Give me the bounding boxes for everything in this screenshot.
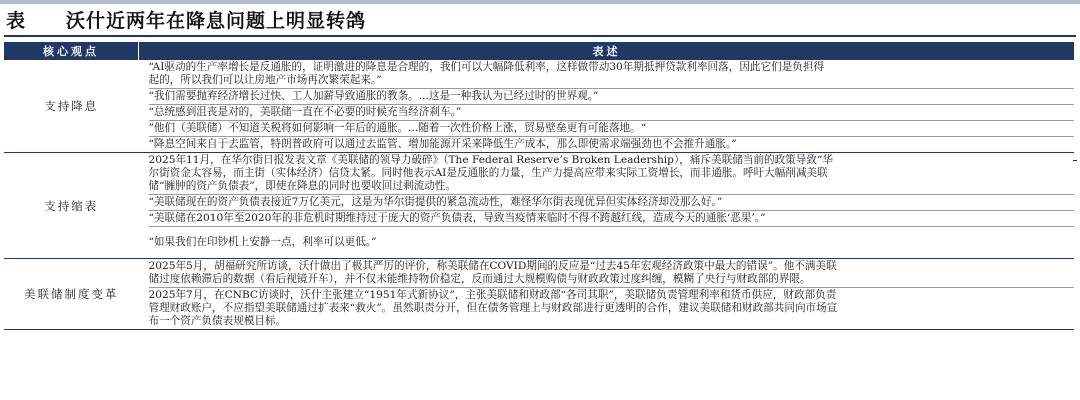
title-prefix: 表 bbox=[6, 9, 26, 32]
statements-rate-cut bbox=[139, 60, 1075, 153]
section-rate-cut bbox=[4, 60, 1074, 153]
statement-line: “降息空间来自于去监管，特朗普政府可以通过去监管、增加能源开采来降低生产成本，那么即使需求端强劲也不会推升通胀。” bbox=[148, 138, 737, 150]
category-fed-reform: 美联储制度变革 bbox=[4, 259, 139, 330]
statement-line: 储“臃肿的资产负债表”，即使在降息的同时也要收回过剩流动性。 bbox=[148, 180, 456, 192]
section-balance-sheet-reduction bbox=[4, 153, 1074, 259]
statement-item bbox=[149, 288, 1075, 329]
statement-line: “总统感到沮丧是对的，美联储一直在不必要的时候充当经济刹车。” bbox=[148, 106, 462, 118]
statement-line: 2025年5月，胡福研究所访谈，沃什做出了极其严厉的评价，称美联储在COVID期间的反应是“过去45年宏观经济政策中最大的错误”。他不满美联 bbox=[148, 260, 837, 272]
title-text: 沃什近两年在降息问题上明显转鸽 bbox=[66, 9, 367, 32]
statement-line: 起的，所以我们可以让房地产市场再次繁荣起来。” bbox=[148, 74, 382, 86]
statement-line: 尔街资金太容易，而主街（实体经济）信贷太紧。同时他表示AI是反通胀的力量，生产力提高应带来实际工资增长，而非通胀。呼吁大幅削减美联 bbox=[148, 167, 828, 179]
statement-item bbox=[149, 137, 1075, 152]
statement-spacer bbox=[149, 249, 1075, 257]
statement-item bbox=[149, 153, 1075, 195]
statement-item bbox=[149, 195, 1075, 211]
statement-line: 管理财政账户，不应指望美联储通过扩表来“救火”。虽然职责分开，但在债务管理上与财政部进行更透明的合作，建议美联储和财政部共同向市场宣 bbox=[148, 302, 838, 314]
category-rate-cut: 支持降息 bbox=[4, 60, 139, 153]
statement-line: “AI驱动的生产率增长是反通胀的，证明激进的降息是合理的，我们可以大幅降低利率，这样做带动30年期抵押贷款利率回落，因此它们是负担得 bbox=[148, 61, 825, 73]
statement-item bbox=[149, 105, 1075, 121]
viewpoint-table bbox=[4, 42, 1074, 330]
statement-line: 2025年7月，在CNBC访谈时，沃什主张建立“1951年式新协议”，主张美联储和财政部“各司其职”，美联储负责管理利率和货币供应，财政部负责 bbox=[148, 289, 837, 301]
header-core-view: 核心观点 bbox=[4, 42, 139, 60]
section-fed-reform bbox=[4, 259, 1074, 330]
statements-balance-sheet-reduction bbox=[139, 153, 1075, 259]
statement-item bbox=[149, 259, 1075, 288]
table-title bbox=[6, 4, 366, 34]
header-statement: 表述 bbox=[139, 42, 1075, 60]
statement-line: “我们需要抛弃经济增长过快、工人加薪导致通胀的教条。...这是一种我认为已经过时的世界观。” bbox=[148, 90, 599, 102]
statement-line: 2025年11月，在华尔街日报发表文章《美联储的领导力破碎》（The Federal Reserve’s Broken Leadership），痛斥美联储当前的政策导致“华 bbox=[148, 154, 833, 166]
statement-line: “美联储在2010年至2020年的非危机时期维持过于庞大的资产负债表，导致当疫情来临时不得不跨越红线，造成今天的通胀‘恶果’。” bbox=[148, 212, 766, 224]
statement-line: “如果我们在印钞机上安静一点，利率可以更低。” bbox=[148, 236, 377, 248]
statement-line: 布一个资产负债表规模目标。 bbox=[148, 315, 287, 327]
statement-item bbox=[149, 121, 1075, 137]
statements-fed-reform bbox=[139, 259, 1075, 330]
statement-line: ”他们（美联储）不知道关税将如何影响一年后的通胀。...随着一次性价格上涨，贸易壁垒更有可能落地。“ bbox=[148, 122, 647, 134]
margin-mark bbox=[1073, 160, 1077, 161]
statement-line: “美联储现在的资产负债表接近7万亿美元，这是为华尔街提供的紧急流动性，难怪华尔街表现优异但实体经济却没那么好。” bbox=[148, 196, 723, 208]
category-balance-sheet-reduction: 支持缩表 bbox=[4, 153, 139, 259]
statement-item bbox=[149, 60, 1075, 89]
statement-spacer bbox=[149, 228, 1075, 236]
table-header-row bbox=[4, 42, 1074, 60]
statement-item bbox=[149, 227, 1075, 258]
statement-item bbox=[149, 211, 1075, 227]
title-rule bbox=[4, 35, 1076, 37]
statement-line: 储过度依赖滞后的数据（看后视镜开车），并不仅未能维持物价稳定，反而通过大规模购债与财政政策过度纠缠，模糊了央行与财政部的界限。 bbox=[148, 273, 811, 285]
statement-item bbox=[149, 89, 1075, 105]
